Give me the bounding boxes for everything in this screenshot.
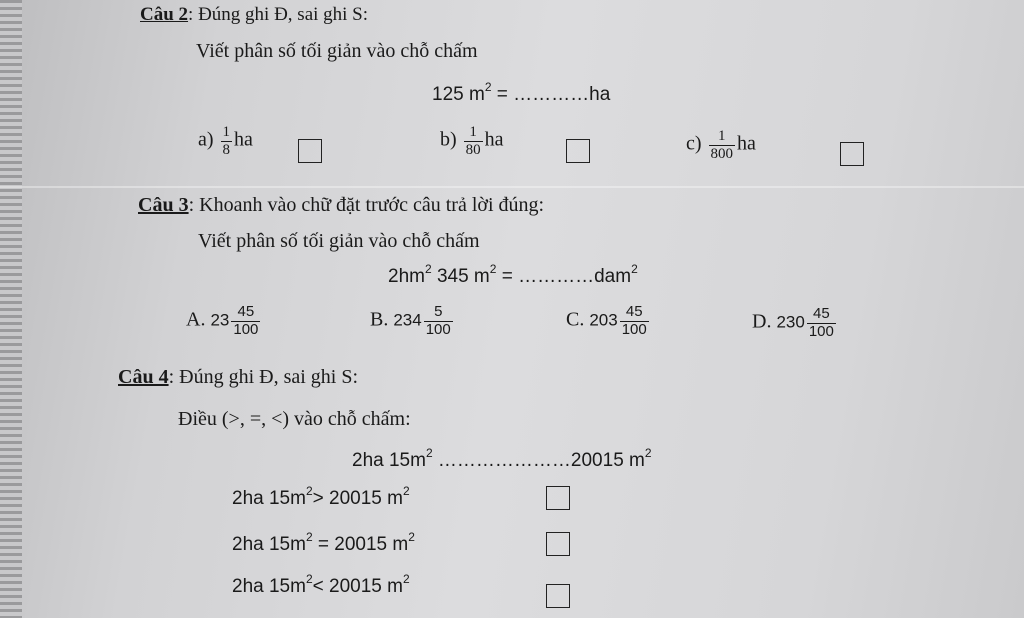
q3-option-d[interactable]: D. 230 $\frac{45}{100}$ [752,305,834,340]
q4-expression: 2ha $15m^2$ …………………20015 $m^2$ [352,446,652,471]
q2-expression: 125 $m^2$ = …………ha [432,80,611,105]
q3-option-c[interactable]: C. 203 $\frac{45}{100}$ [566,303,647,338]
q2-option-c: c) $\frac{1}{800}$ ha [686,128,756,162]
q3-subtitle: Viết phân số tối giản vào chỗ chấm [198,230,480,252]
q2-option-b: b) $\frac{1}{80}$ ha [440,124,504,158]
q4-checkbox-2[interactable] [546,532,570,556]
q2-checkbox-b[interactable] [566,139,590,163]
q2-title: Câu 2: Đúng ghi Đ, sai ghi S: [140,4,369,25]
q4-statement-3: 2ha $15m^2< 20015$ $m^2$ [232,572,410,597]
q4-statement-2: 2ha $15m^2 = 20015$ $m^2$ [232,530,415,555]
q3-title: Câu 3: Khoanh vào chữ đặt trước câu trả lời đúng: [138,194,545,216]
q4-subtitle: Điều (>, =, <) vào chỗ chấm: [178,408,411,430]
page-edge [0,0,22,618]
q3-expression: $2hm^2$ 345 $m^2$ = …………dam$^2$ [388,262,638,287]
q2-option-a: a) $\frac{1}{8}$ ha [198,124,253,158]
paper-fold [0,186,1024,188]
q4-statement-1: 2ha $15m^2> 20015$ $m^2$ [232,484,410,509]
q4-checkbox-1[interactable] [546,486,570,510]
q3-option-b[interactable]: B. 234 $\frac{5}{100}$ [370,303,451,338]
q3-option-a[interactable]: A. 23 $\frac{45}{100}$ [186,303,259,338]
q2-checkbox-a[interactable] [298,139,322,163]
q4-checkbox-3[interactable] [546,584,570,608]
q4-title: Câu 4: Đúng ghi Đ, sai ghi S: [118,366,359,388]
q2-subtitle: Viết phân số tối giản vào chỗ chấm [196,40,478,62]
q2-checkbox-c[interactable] [840,142,864,166]
